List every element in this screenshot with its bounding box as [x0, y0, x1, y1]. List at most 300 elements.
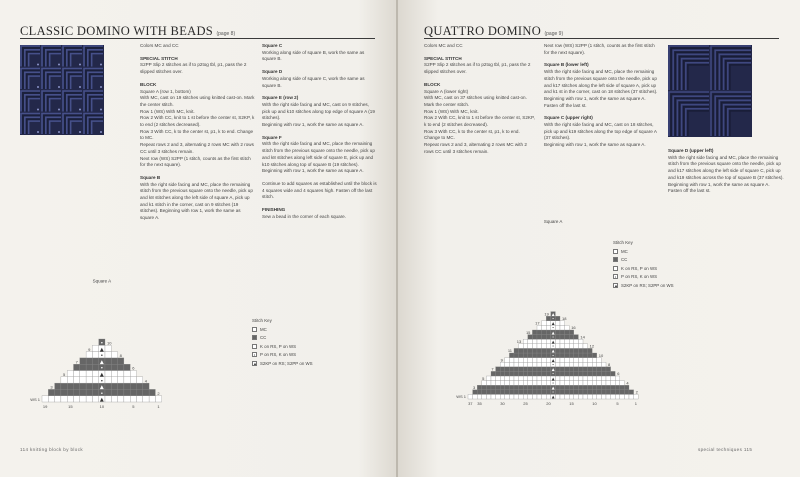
chart-cell	[565, 381, 570, 386]
chart-cell	[519, 353, 524, 358]
chart-cell	[500, 371, 505, 376]
right-stitch-key	[613, 240, 674, 290]
bead-icon	[79, 109, 81, 111]
key-purl: • P on RS, K on WS	[614, 274, 658, 280]
chart-cell	[118, 377, 124, 383]
chart-row-label: 11	[507, 348, 512, 354]
chart-cell	[537, 362, 542, 367]
left-page-title: CLASSIC DOMINO WITH BEADS (page 8)	[20, 24, 236, 38]
chart-cell	[519, 376, 524, 381]
chart-cell	[500, 381, 505, 386]
chart-cell	[620, 394, 625, 399]
chart-cell	[519, 367, 524, 372]
chart-cell	[523, 390, 528, 395]
chart-cell	[523, 381, 528, 386]
chart-cell	[615, 394, 620, 399]
chart-cell	[80, 389, 86, 395]
chart-cell	[124, 389, 130, 395]
chart-cell	[86, 396, 92, 402]
chart-cell	[491, 381, 496, 386]
chart-cell	[546, 348, 551, 353]
right-column-1	[424, 43, 536, 156]
chart-row-label: 5	[62, 372, 66, 377]
chart-cell	[130, 383, 136, 389]
chart-cell	[615, 385, 620, 390]
chart-cell	[583, 385, 588, 390]
chart-cell	[500, 385, 505, 390]
chart-cell	[583, 371, 588, 376]
chart-cell	[569, 385, 574, 390]
repeat-text: Repeat rows 2 and 3, alternating 2 rows MC with 2 rows CC until 3 stitches remain.	[424, 142, 527, 154]
chart-cell	[606, 376, 611, 381]
chart-cell	[505, 385, 510, 390]
square-a-heading: Square A (lower right)	[424, 88, 469, 94]
chart-cell	[528, 381, 533, 386]
chart-cell	[118, 383, 124, 389]
chart-cell	[583, 358, 588, 363]
chart-row-label: 14	[580, 334, 585, 340]
chart-cell	[578, 394, 583, 399]
chart-cell	[578, 371, 583, 376]
chart-cell	[523, 344, 528, 349]
chart-cell	[578, 348, 583, 353]
chart-cell	[528, 385, 533, 390]
chart-cell	[597, 390, 602, 395]
chart-cell	[574, 348, 579, 353]
chart-cell	[532, 362, 537, 367]
chart-center-stitch: •	[552, 390, 555, 395]
stitch-key-title: Stitch Key	[252, 318, 272, 323]
chart-cell	[565, 367, 570, 372]
chart-stitch-number: 30	[500, 401, 505, 406]
chart-cell	[546, 371, 551, 376]
chart-cell	[583, 390, 588, 395]
chart-cell	[597, 362, 602, 367]
chart-cell	[560, 348, 565, 353]
chart-cell	[86, 383, 92, 389]
chart-cell	[606, 381, 611, 386]
chart-cell	[578, 353, 583, 358]
chart-cell	[588, 348, 593, 353]
chart-row-label: 5	[482, 375, 485, 381]
right-page	[398, 0, 800, 477]
chart-cell	[565, 353, 570, 358]
right-page-title: QUATTRO DOMINO (page 9)	[424, 24, 564, 38]
chart-cell	[588, 394, 593, 399]
chart-cell	[149, 396, 155, 402]
swatch-stripe	[686, 63, 709, 90]
chart-stitch-number: 5	[132, 404, 135, 409]
left-column-2	[262, 43, 378, 226]
chart-cell	[505, 376, 510, 381]
chart-cell	[92, 371, 98, 377]
chart-cell	[537, 339, 542, 344]
chart-cell	[606, 390, 611, 395]
chart-cell	[583, 381, 588, 386]
chart-cell	[92, 345, 98, 351]
chart-center-stitch: •	[552, 317, 555, 321]
chart-cell	[80, 358, 86, 364]
chart-cell	[509, 371, 514, 376]
chart-cell	[560, 385, 565, 390]
chart-cell	[583, 394, 588, 399]
swatch-pattern	[668, 45, 752, 137]
chart-cell	[505, 358, 510, 363]
chart-cell	[532, 376, 537, 381]
chart-center-stitch: •	[552, 372, 555, 377]
chart-cell	[86, 377, 92, 383]
chart-cell	[546, 376, 551, 381]
special-stitch-heading: SPECIAL STITCH	[424, 55, 462, 61]
chart-center-stitch: ▲	[99, 397, 104, 404]
chart-cell	[569, 330, 574, 335]
key-cc: CC	[252, 334, 313, 343]
square-d-heading: Square D	[262, 69, 283, 75]
finishing-heading: FINISHING	[262, 207, 286, 213]
chart-cell	[92, 396, 98, 402]
swatch-stripe	[688, 65, 709, 90]
chart-cell	[137, 396, 143, 402]
chart-cell	[592, 376, 597, 381]
row-3-text: Row 3 With CC, k to the center st, p1, k to end. Change to MC.	[140, 128, 254, 141]
chart-cell	[546, 339, 551, 344]
chart-cell	[500, 390, 505, 395]
colors-text: Colors MC and CC	[424, 43, 463, 48]
chart-cell	[523, 376, 528, 381]
chart-cell	[509, 381, 514, 386]
chart-cell	[491, 385, 496, 390]
bead-icon	[58, 64, 60, 66]
square-a-text: With MC, cast on 19 stitches using knitted cast-on. Mark the center stitch.	[140, 95, 255, 107]
chart-cell	[509, 358, 514, 363]
chart-cell	[532, 353, 537, 358]
chart-cell	[482, 385, 487, 390]
chart-row-label: 17	[535, 320, 540, 326]
chart-cell	[574, 362, 579, 367]
chart-cell	[597, 381, 602, 386]
chart-cell	[560, 321, 565, 326]
chart-cell	[569, 367, 574, 372]
bead-icon	[79, 64, 81, 66]
chart-cell	[137, 389, 143, 395]
chart-cell	[578, 358, 583, 363]
key-purl: • P on RS, K on WS	[253, 352, 297, 358]
chart-cell	[514, 390, 519, 395]
chart-cell	[615, 381, 620, 386]
chart-stitch-number: 15	[569, 401, 574, 406]
chart-cell	[523, 362, 528, 367]
chart-cell	[569, 339, 574, 344]
chart-cell	[111, 352, 117, 358]
chart-cell	[574, 385, 579, 390]
chart-cell	[532, 330, 537, 335]
chart-row-label: 19	[544, 311, 549, 317]
bead-icon	[37, 64, 39, 66]
chart-cell	[505, 367, 510, 372]
chart-cell	[519, 394, 524, 399]
chart-cell	[537, 385, 542, 390]
chart-cell	[519, 371, 524, 376]
chart-cell	[592, 385, 597, 390]
chart-cell	[111, 371, 117, 377]
chart-cell	[105, 371, 111, 377]
chart-cell	[542, 348, 547, 353]
chart-row-label: 16	[571, 325, 576, 331]
chart-cell	[555, 362, 560, 367]
chart-center-stitch: •	[100, 378, 104, 385]
chart-cell	[601, 385, 606, 390]
chart-cell	[105, 377, 111, 383]
chart-cell	[574, 344, 579, 349]
chart-cell	[61, 377, 67, 383]
chart-cell	[528, 358, 533, 363]
chart-cell	[537, 330, 542, 335]
chart-center-stitch: •	[552, 353, 555, 358]
chart-cell	[505, 362, 510, 367]
chart-cell	[514, 381, 519, 386]
chart-cell	[565, 330, 570, 335]
chart-cell	[130, 389, 136, 395]
bead-icon	[58, 131, 60, 133]
chart-cell	[583, 348, 588, 353]
chart-cell	[130, 377, 136, 383]
chart-center-stitch: •	[552, 335, 555, 340]
chart-cell	[601, 362, 606, 367]
special-stitch-text: S2PP Slip 2 stitches as if to p2tog tbl, p1, pass the 2 slipped stitches over.	[140, 62, 247, 75]
chart-cell	[149, 389, 155, 395]
chart-cell	[606, 385, 611, 390]
chart-cell	[542, 371, 547, 376]
chart-center-stitch: ▲	[99, 359, 104, 366]
chart-row-label: 9	[88, 346, 91, 352]
square-e-text: With the right side facing and MC, cast on 9 stitches, pick up and k10 stitches along top edge of square A (19 stitches).	[262, 101, 375, 121]
chart-cell	[105, 364, 111, 370]
chart-cell	[519, 381, 524, 386]
chart-center-stitch: ▲	[551, 330, 555, 335]
chart-cell	[111, 364, 117, 370]
chart-cell	[565, 348, 570, 353]
chart-cell	[565, 358, 570, 363]
chart-cell	[48, 396, 54, 402]
chart-cell	[597, 358, 602, 363]
left-column-1	[140, 43, 255, 228]
chart-cell	[565, 390, 570, 395]
chart-center-stitch: ▲	[551, 321, 555, 326]
chart-cell	[560, 371, 565, 376]
chart-cell	[505, 371, 510, 376]
chart-stitch-number: 35	[477, 401, 482, 406]
chart-cell	[80, 364, 86, 370]
chart-center-stitch: •	[552, 326, 555, 331]
chart-cell	[505, 394, 510, 399]
chart-center-stitch: •	[100, 353, 104, 360]
chart-center-stitch: ▲	[551, 395, 555, 400]
chart-cell	[537, 390, 542, 395]
chart-center-stitch: •	[552, 363, 555, 367]
chart-cell	[578, 339, 583, 344]
chart-cell	[514, 376, 519, 381]
colors-text: Colors MC and CC	[140, 43, 179, 48]
chart-cell	[92, 377, 98, 383]
square-b-heading: Square B	[140, 174, 161, 180]
swatch-stripe	[686, 109, 709, 136]
chart-cell	[546, 394, 551, 399]
chart-cell	[555, 321, 560, 326]
chart-cell	[611, 381, 616, 386]
left-page-ref: (page 8)	[216, 31, 236, 37]
chart-cell	[537, 367, 542, 372]
chart-cell	[523, 348, 528, 353]
chart-cell	[532, 344, 537, 349]
chart-cell	[555, 385, 560, 390]
bead-icon	[79, 86, 81, 88]
chart-row-label: 3	[472, 385, 476, 390]
square-f-text: With the right side facing and MC, place the remaining stitch from the previous square onto the needle, pick up and k8 stitches along left side of square E, pick up and k10 stitches along top of square B (19 stitches).	[262, 141, 375, 167]
chart-cell	[565, 376, 570, 381]
chart-row-label: 9	[500, 357, 503, 363]
swatch-stripe	[728, 109, 751, 136]
bead-icon	[58, 109, 60, 111]
square-d-text: Working along side of square C, work the same as square B.	[262, 75, 365, 88]
chart-cell	[130, 371, 136, 377]
chart-cell	[118, 389, 124, 395]
chart-cell	[491, 376, 496, 381]
chart-cell	[565, 385, 570, 390]
chart-cell	[565, 362, 570, 367]
chart-cell	[601, 381, 606, 386]
chart-row-label: WS 1	[30, 397, 40, 403]
key-knit: K on RS, P on WS	[613, 264, 674, 273]
chart-cell	[542, 376, 547, 381]
chart-cell	[500, 362, 505, 367]
chart-row-label: 4	[144, 378, 148, 384]
chart-cell	[532, 394, 537, 399]
chart-cell	[500, 367, 505, 372]
chart-cell	[578, 344, 583, 349]
chart-cell	[615, 390, 620, 395]
chart-cell	[92, 358, 98, 364]
chart-cell	[588, 390, 593, 395]
chart-cell	[496, 381, 501, 386]
chart-cell	[514, 371, 519, 376]
chart-cell	[80, 377, 86, 383]
chart-cell	[124, 396, 130, 402]
chart-cell	[500, 376, 505, 381]
row-1-text: Row 1 (WS) With MC, knit.	[140, 108, 195, 114]
chart-cell	[514, 394, 519, 399]
row-3-text: Row 3 With CC, k to the center st, p1, k to end. Change to MC.	[424, 128, 520, 141]
chart-cell	[55, 389, 61, 395]
chart-cell	[496, 390, 501, 395]
chart-row-label: 10	[107, 340, 112, 346]
chart-cell	[105, 383, 111, 389]
row-2-text: Row 2 With CC, knit to 1 st before the center st, S2KP, k to end (2 stitches decreased).	[140, 115, 255, 128]
chart-cell	[597, 371, 602, 376]
chart-cell	[486, 394, 491, 399]
chart-cell	[105, 396, 111, 402]
chart-cell	[592, 353, 597, 358]
square-e-heading: Square E (row 2)	[262, 95, 299, 101]
chart-center-stitch: ▲	[551, 358, 555, 363]
special-stitch-text: S2PP Slip 2 stitches as if to p2tog tbl, p1, pass the 2 slipped stitches over.	[424, 62, 531, 75]
chart-cell	[528, 344, 533, 349]
chart-cell	[155, 396, 161, 402]
chart-cell	[124, 383, 130, 389]
chart-row-label: 6	[132, 365, 135, 371]
chart-cell	[574, 371, 579, 376]
chart-stitch-number: 25	[523, 401, 528, 406]
special-stitch-heading: SPECIAL STITCH	[140, 55, 178, 61]
chart-cell	[67, 389, 73, 395]
chart-cell	[546, 344, 551, 349]
chart-cell	[592, 371, 597, 376]
chart-cell	[528, 348, 533, 353]
chart-cell	[588, 385, 593, 390]
chart-cell	[523, 394, 528, 399]
chart-cell	[532, 339, 537, 344]
stitch-key-title: Stitch Key	[613, 240, 633, 245]
chart-cell	[578, 362, 583, 367]
chart-cell	[118, 396, 124, 402]
chart-cell	[555, 339, 560, 344]
chart-cell	[569, 348, 574, 353]
chart-cell	[482, 394, 487, 399]
chart-cell	[611, 394, 616, 399]
chart-row-label: 7	[75, 359, 78, 365]
chart-cell	[578, 381, 583, 386]
chart-cell	[597, 385, 602, 390]
chart-cell	[592, 358, 597, 363]
chart-cell	[569, 344, 574, 349]
chart-cell	[542, 330, 547, 335]
chart-cell	[111, 396, 117, 402]
chart-cell	[74, 371, 80, 377]
chart-cell	[514, 385, 519, 390]
chart-cell	[560, 335, 565, 340]
chart-row-label: 10	[598, 352, 604, 358]
chart-cell	[560, 390, 565, 395]
chart-cell	[486, 390, 491, 395]
chart-cell	[546, 335, 551, 340]
bead-icon	[58, 86, 60, 88]
chart-cell	[105, 345, 111, 351]
chart-cell	[560, 330, 565, 335]
chart-cell	[569, 353, 574, 358]
chart-row-label: 18	[562, 316, 567, 321]
square-d-heading: Square D (upper left)	[668, 148, 714, 153]
chart-cell	[555, 367, 560, 372]
chart-cell	[555, 371, 560, 376]
chart-row-label: 2	[635, 389, 638, 395]
chart-cell	[601, 394, 606, 399]
chart-cell	[537, 358, 542, 363]
chart-cell	[601, 390, 606, 395]
chart-cell	[528, 353, 533, 358]
chart-cell	[86, 352, 92, 358]
chart-cell	[532, 348, 537, 353]
chart-cell	[555, 394, 560, 399]
chart-row-label: 8	[608, 362, 611, 367]
chart-cell	[477, 385, 482, 390]
square-b-heading: Square B (lower left)	[544, 62, 589, 68]
chart-cell	[491, 371, 496, 376]
chart-cell	[555, 325, 560, 330]
chart-cell	[542, 353, 547, 358]
chart-cell	[624, 385, 629, 390]
chart-cell	[574, 358, 579, 363]
chart-cell	[620, 381, 625, 386]
chart-cell	[583, 367, 588, 372]
